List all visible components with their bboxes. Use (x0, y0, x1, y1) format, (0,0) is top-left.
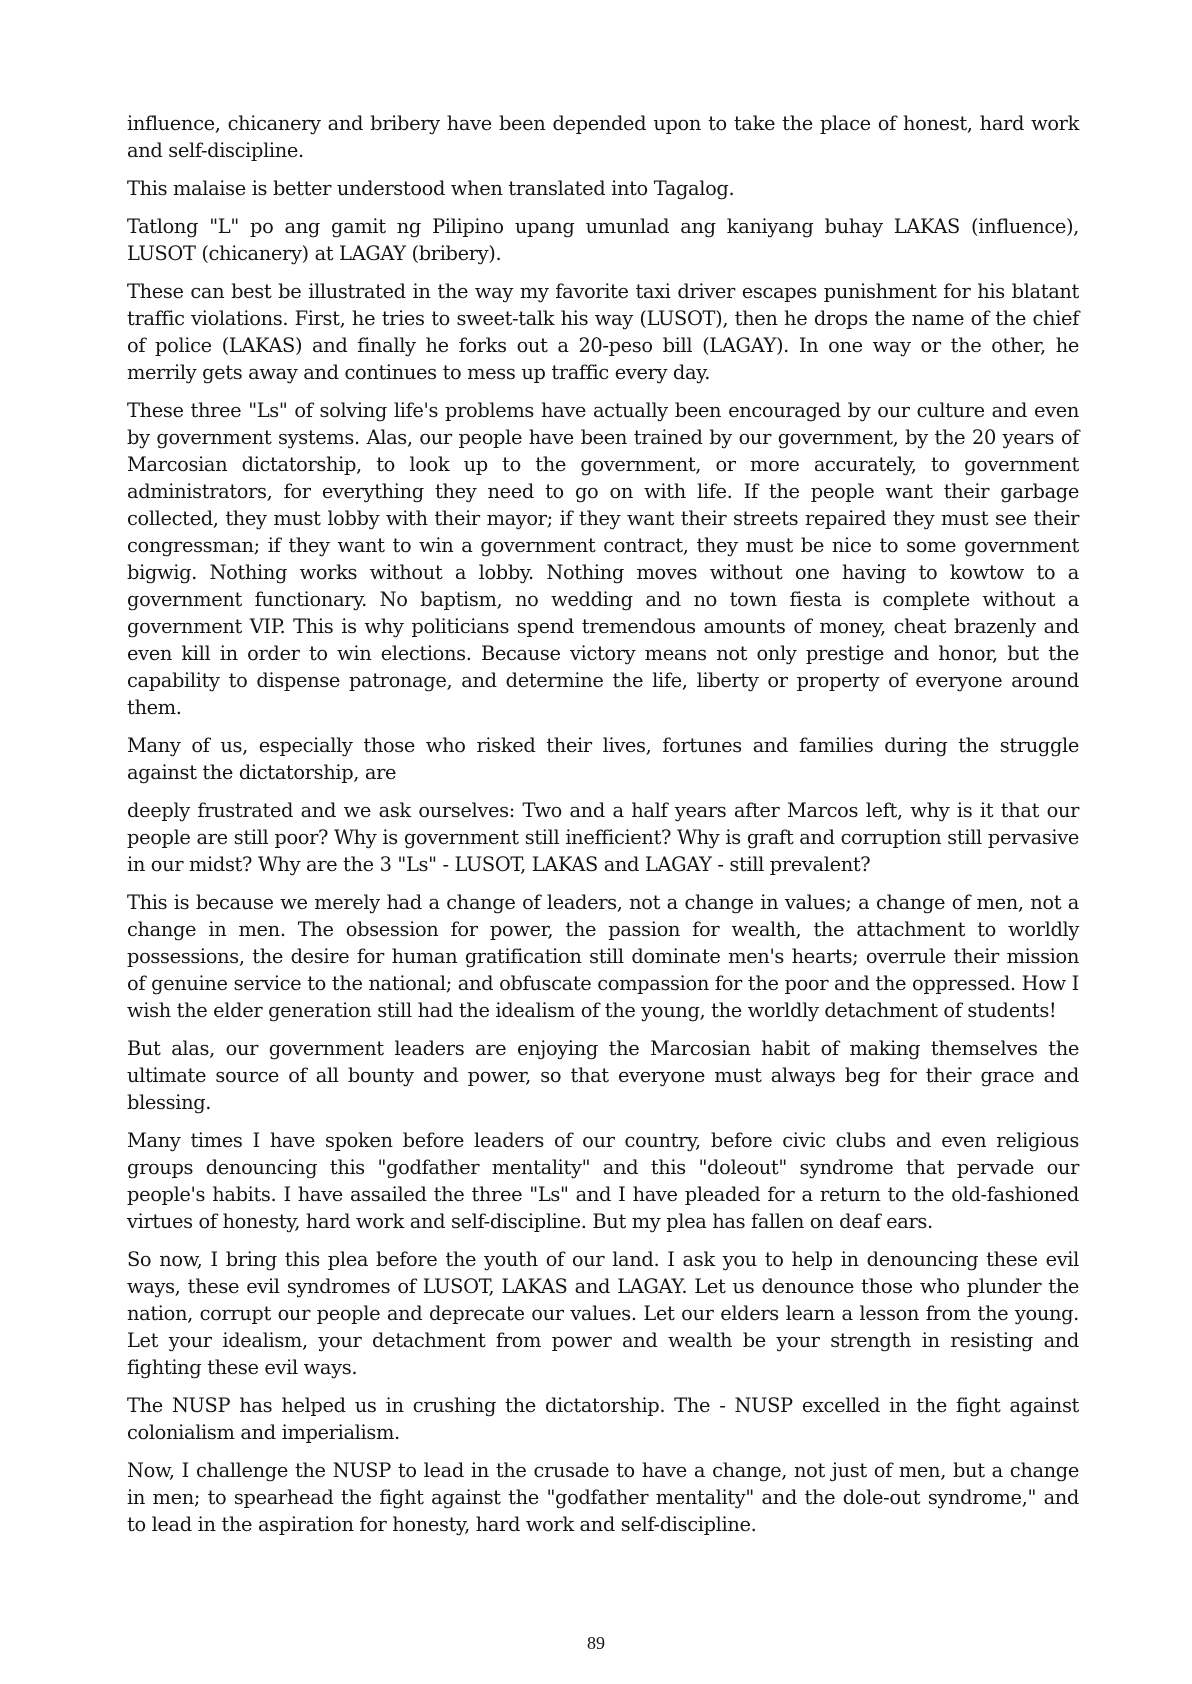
paragraph: deeply frustrated and we ask ourselves: Two and a half years after Marcos left, why is it that our people are still poor? Why is government still inefficient? Why is graft and corruption still pervasive in our midst? Why are the 3 "Ls" - LUSOT, LAKAS and LAGAY - still prevalent? (127, 799, 1079, 876)
paragraph: These can best be illustrated in the way my favorite taxi driver escapes punishment for his blatant traffic violations. First, he tries to sweet-talk his way (LUSOT), then he drops the name of the chief of police (LAKAS) and finally he forks out a 20-peso bill (LAGAY). In one way or the other, he merrily gets away and continues to mess up traffic every day. (127, 280, 1079, 384)
document-body (127, 110, 1079, 1549)
paragraph: The NUSP has helped us in crushing the dictatorship. The - NUSP excelled in the fight against colonialism and imperialism. (127, 1394, 1079, 1444)
paragraph: But alas, our government leaders are enjoying the Marcosian habit of making themselves the ultimate source of all bounty and power, so that everyone must always beg for their grace and blessing. (127, 1037, 1079, 1114)
paragraph: Tatlong "L" po ang gamit ng Pilipino upang umunlad ang kaniyang buhay LAKAS (influence), LUSOT (chicanery) at LAGAY (bribery). (127, 215, 1079, 265)
paragraph: Many times I have spoken before leaders of our country, before civic clubs and even religious groups denouncing this "godfather mentality" and this "doleout" syndrome that pervade our people's habits. I have assailed the three "Ls" and I have pleaded for a return to the old-fashioned virtues of honesty, hard work and self-discipline. But my plea has fallen on deaf ears. (127, 1129, 1079, 1233)
page-number: 89 (587, 1633, 605, 1653)
paragraph: This is because we merely had a change of leaders, not a change in values; a change of men, not a change in men. The obsession for power, the passion for wealth, the attachment to worldly possessions, the desire for human gratification still dominate men's hearts; overrule their mission of genuine service to the national; and obfuscate compassion for the poor and the oppressed. How I wish the elder generation still had the idealism of the young, the worldly detachment of students! (127, 891, 1079, 1022)
paragraph: Now, I challenge the NUSP to lead in the crusade to have a change, not just of men, but a change in men; to spearhead the fight against the "godfather mentality" and the dole-out syndrome," and to lead in the aspiration for honesty, hard work and self-discipline. (127, 1459, 1079, 1536)
paragraph: Many of us, especially those who risked their lives, fortunes and families during the struggle against the dictatorship, are (127, 734, 1079, 784)
paragraph: This malaise is better understood when translated into Tagalog. (127, 177, 735, 200)
paragraph: These three "Ls" of solving life's problems have actually been encouraged by our culture and even by government systems. Alas, our people have been trained by our government, by the 20 years of Marcosian dictatorship, to look up to the government, or more accurately, to government administrators, for everything they need to go on with life. If the people want their garbage collected, they must lobby with their mayor; if they want their streets repaired they must see their congressman; if they want to win a government contract, they must be nice to some government bigwig. Nothing works without a lobby. Nothing moves without one having to kowtow to a government functionary. No baptism, no wedding and no town fiesta is complete without a government VIP. This is why politicians spend tremendous amounts of money, cheat brazenly and even kill in order to win elections. Because victory means not only prestige and honor, but the capability to dispense patronage, and determine the life, liberty or property of everyone around them. (127, 399, 1079, 719)
paragraph: influence, chicanery and bribery have been depended upon to take the place of honest, hard work and self-discipline. (127, 112, 1079, 162)
paragraph: So now, I bring this plea before the youth of our land. I ask you to help in denouncing these evil ways, these evil syndromes of LUSOT, LAKAS and LAGAY. Let us denounce those who plunder the nation, corrupt our people and deprecate our values. Let our elders learn a lesson from the young. Let your idealism, your detachment from power and wealth be your strength in resisting and fighting these evil ways. (127, 1248, 1079, 1379)
